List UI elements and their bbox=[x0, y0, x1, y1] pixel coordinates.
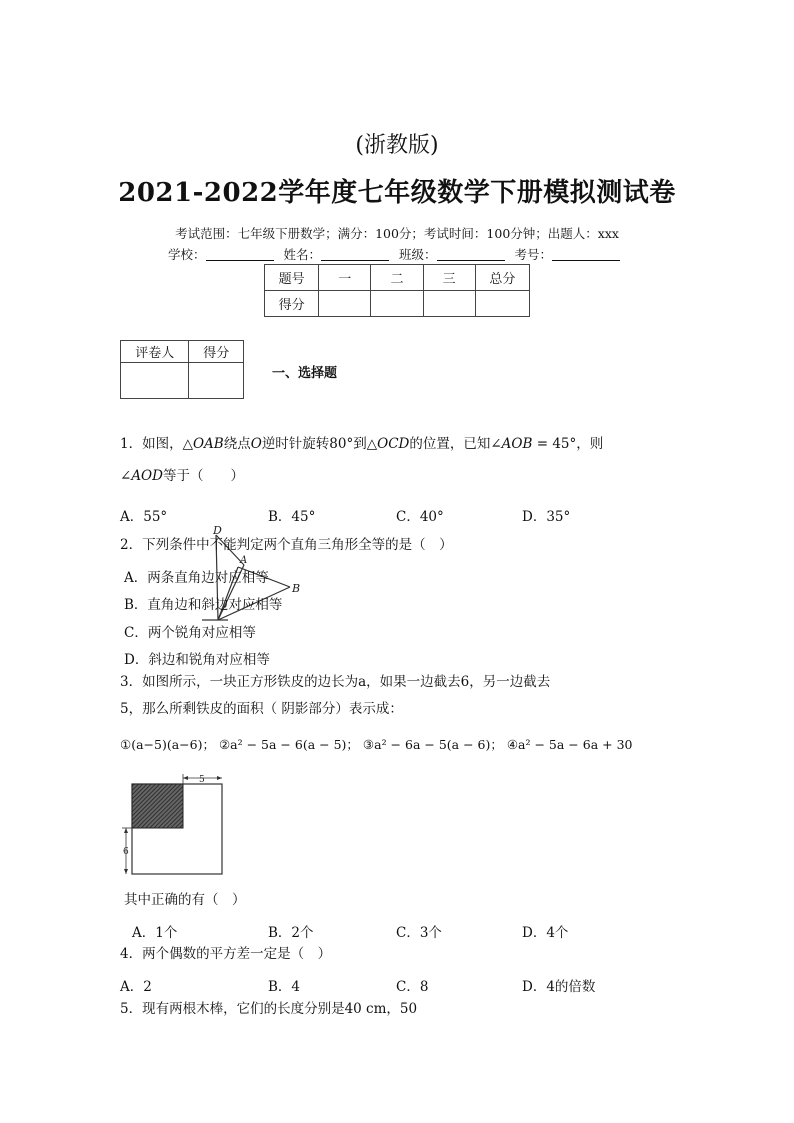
score-cell[interactable] bbox=[423, 291, 475, 317]
q3-formula-3: ③a² − 6a − 5(a − 6)； bbox=[362, 737, 503, 752]
score-header-cell: 题号 bbox=[265, 265, 319, 291]
q1-text: 逆时针旋转80°到△ bbox=[261, 436, 378, 452]
field-class-label: 班级： bbox=[398, 247, 437, 262]
score-cell[interactable] bbox=[475, 291, 529, 317]
field-number-blank[interactable] bbox=[552, 248, 620, 261]
label-a: A bbox=[240, 555, 248, 566]
q4-option-c[interactable]: C．8 bbox=[396, 979, 429, 995]
q3-formulas bbox=[120, 735, 633, 753]
q4-option-a[interactable]: A．2 bbox=[120, 979, 152, 995]
q1-option-a[interactable]: A．55° bbox=[120, 509, 168, 525]
shaded-region bbox=[132, 784, 183, 828]
score-cell[interactable] bbox=[371, 291, 423, 317]
field-name-blank[interactable] bbox=[321, 248, 389, 261]
score-cell[interactable] bbox=[319, 291, 371, 317]
q1-math: O bbox=[250, 436, 262, 452]
label-b: B bbox=[292, 582, 301, 595]
q2-option-d[interactable]: D．斜边和锐角对应相等 bbox=[124, 652, 270, 668]
q2-option-c[interactable]: C．两个锐角对应相等 bbox=[124, 625, 256, 641]
label-6: 6 bbox=[123, 847, 129, 857]
question-1-line2 bbox=[120, 470, 244, 484]
q1-text: 1．如图，△ bbox=[120, 436, 193, 452]
q3-formula-2: ②a² − 5a − 6(a − 5)； bbox=[218, 737, 359, 752]
arrow-right-icon bbox=[217, 776, 222, 780]
field-school-blank[interactable] bbox=[206, 248, 274, 261]
square-figure bbox=[118, 770, 228, 880]
question-4-stem: 4．两个偶数的平方差一定是（ ） bbox=[120, 946, 332, 962]
grader-header-cell: 评卷人 bbox=[121, 341, 189, 363]
q1-text: 的位置，已知∠ bbox=[409, 436, 502, 452]
label-d: D bbox=[213, 525, 222, 537]
score-header-cell: 三 bbox=[423, 265, 475, 291]
field-class-blank[interactable] bbox=[437, 248, 505, 261]
arrow-left-icon bbox=[183, 776, 188, 780]
question-3-line2: 5，那么所剩铁皮的面积（ 阴影部分）表示成： bbox=[120, 701, 403, 717]
question-1-line1 bbox=[120, 438, 603, 452]
question-5-stem: 5．现有两根木棒，它们的长度分别是40 cm，50 bbox=[120, 1001, 418, 1017]
q3-option-a[interactable]: A．1个 bbox=[132, 925, 178, 941]
q1-text: 等于（ ） bbox=[162, 468, 244, 484]
exam-info: 考试范围：七年级下册数学；满分：100分；考试时间：100分钟；出题人：xxx bbox=[175, 226, 619, 241]
field-school-label: 学校： bbox=[167, 247, 206, 262]
question-3-line1: 3．如图所示，一块正方形铁皮的边长为a，如果一边截去6，另一边截去 bbox=[120, 674, 551, 690]
q1-math: AOB bbox=[501, 436, 533, 452]
score-header-cell: 二 bbox=[371, 265, 423, 291]
question-2-stem: 2．下列条件中不能判定两个直角三角形全等的是（ ） bbox=[120, 537, 453, 553]
publisher-label: (浙教版) bbox=[355, 133, 439, 158]
field-name-label: 姓名： bbox=[283, 247, 321, 262]
q3-option-d[interactable]: D．4个 bbox=[522, 925, 569, 941]
score-header-cell: 一 bbox=[319, 265, 371, 291]
grader-cell[interactable] bbox=[121, 363, 189, 399]
grader-cell[interactable] bbox=[189, 363, 244, 399]
q1-math: OCD bbox=[377, 436, 410, 452]
q2-option-b[interactable]: B．直角边和斜边对应相等 bbox=[124, 597, 283, 613]
section-title: 一、选择题 bbox=[272, 366, 338, 381]
q3-option-c[interactable]: C．3个 bbox=[396, 925, 442, 941]
q1-option-d[interactable]: D．35° bbox=[522, 509, 571, 525]
grader-header-cell: 得分 bbox=[189, 341, 244, 363]
q1-text: 绕点 bbox=[223, 436, 251, 452]
q4-option-b[interactable]: B．4 bbox=[268, 979, 301, 995]
grader-table bbox=[120, 340, 244, 399]
score-table bbox=[264, 264, 530, 317]
score-header-cell: 总分 bbox=[475, 265, 529, 291]
q3-formula-1: ①(a−5)(a−6)； bbox=[120, 737, 215, 752]
q1-text: ∠ bbox=[120, 468, 132, 484]
label-5: 5 bbox=[199, 775, 205, 785]
student-fields bbox=[0, 245, 794, 263]
q3-option-b[interactable]: B．2个 bbox=[268, 925, 314, 941]
q1-text: = 45°，则 bbox=[532, 436, 604, 452]
q2-option-a[interactable]: A．两条直角边对应相等 bbox=[124, 570, 269, 586]
exam-title: 2021-2022学年度七年级数学下册模拟测试卷 bbox=[118, 178, 676, 208]
field-number-label: 考号： bbox=[514, 247, 552, 262]
q1-math: AOD bbox=[131, 468, 163, 484]
q1-option-c[interactable]: C．40° bbox=[396, 509, 444, 525]
question-3-prompt: 其中正确的有（ ） bbox=[124, 892, 246, 908]
arrow-down-icon bbox=[124, 869, 128, 874]
q1-option-b[interactable]: B．45° bbox=[268, 509, 316, 525]
q4-option-d[interactable]: D．4的倍数 bbox=[522, 979, 596, 995]
arrow-up-icon bbox=[124, 828, 128, 833]
q3-formula-4: ④a² − 5a − 6a + 30 bbox=[506, 737, 633, 752]
score-row-label: 得分 bbox=[265, 291, 319, 317]
q1-math: OAB bbox=[192, 436, 224, 452]
